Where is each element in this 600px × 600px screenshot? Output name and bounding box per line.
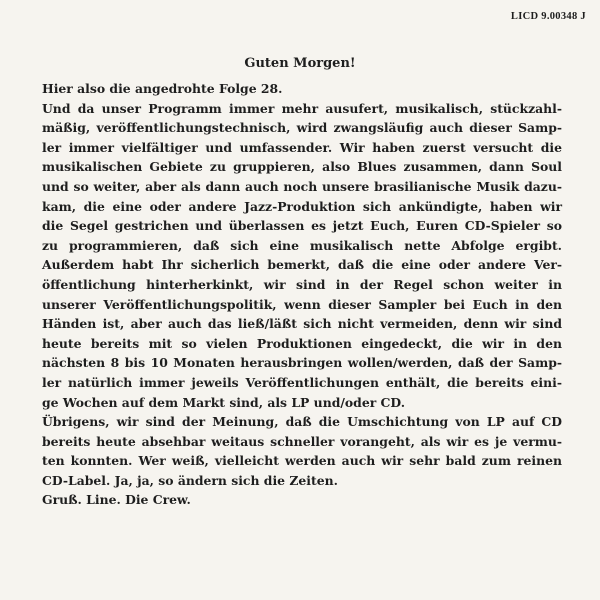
body-line: unserer Veröffentlichungspolitik, wenn dieser Sampler bei Euch in den — [42, 296, 562, 312]
body-line: Gruß. Line. Die Crew. — [42, 492, 191, 508]
body-line: öffentlichung hinterherkinkt, wir sind in der Regel schon weiter in — [42, 276, 562, 292]
catalog-number: LICD 9.00348 J — [510, 11, 586, 22]
body-line: kam, die eine oder andere Jazz-Produktion sich ankündigte, haben wir — [42, 198, 562, 214]
body-line: die Segel gestrichen und überlassen es jetzt Euch, Euren CD-Spieler so — [42, 218, 562, 234]
body-line: bereits heute absehbar weitaus schneller vorangeht, als wir es je vermu- — [42, 433, 562, 449]
body-line: Hier also die angedrohte Folge 28. — [42, 81, 283, 96]
letter-body — [42, 79, 562, 510]
body-line: heute bereits mit so vielen Produktionen eingedeckt, die wir in den — [42, 335, 562, 351]
body-line: ge Wochen auf dem Markt sind, als LP und/oder CD. — [42, 394, 406, 410]
body-line: ten konnten. Wer weiß, vielleicht werden auch wir sehr bald zum reinen — [42, 453, 562, 469]
body-line: ler natürlich immer jeweils Veröffentlichungen enthält, die bereits eini- — [42, 374, 562, 390]
body-line: Und da unser Programm immer mehr ausufert, musikalisch, stückzahl- — [42, 100, 562, 116]
body-line: zu programmieren, daß sich eine musikalisch nette Abfolge ergibt. — [42, 237, 562, 253]
body-line: musikalischen Gebiete zu gruppieren, also Blues zusammen, dann Soul — [42, 159, 562, 175]
body-line: CD-Label. Ja, ja, so ändern sich die Zeiten. — [42, 472, 338, 488]
body-line: Händen ist, aber auch das ließ/läßt sich nicht vermeiden, denn wir sind — [42, 316, 562, 332]
letter-title: Guten Morgen! — [244, 56, 356, 71]
body-line: mäßig, veröffentlichungstechnisch, wird zwangsläufig auch dieser Samp- — [42, 120, 562, 136]
body-line: Übrigens, wir sind der Meinung, daß die Umschichtung von LP auf CD — [42, 414, 562, 430]
body-line: nächsten 8 bis 10 Monaten herausbringen wollen/werden, daß der Samp- — [42, 355, 562, 371]
body-line: ler immer vielfältiger und umfassender. Wir haben zuerst versucht die — [42, 139, 562, 155]
body-line: Außerdem habt Ihr sicherlich bemerkt, daß die eine oder andere Ver- — [42, 257, 562, 273]
body-line: und so weiter, aber als dann auch noch unsere brasilianische Musik dazu- — [42, 178, 562, 194]
